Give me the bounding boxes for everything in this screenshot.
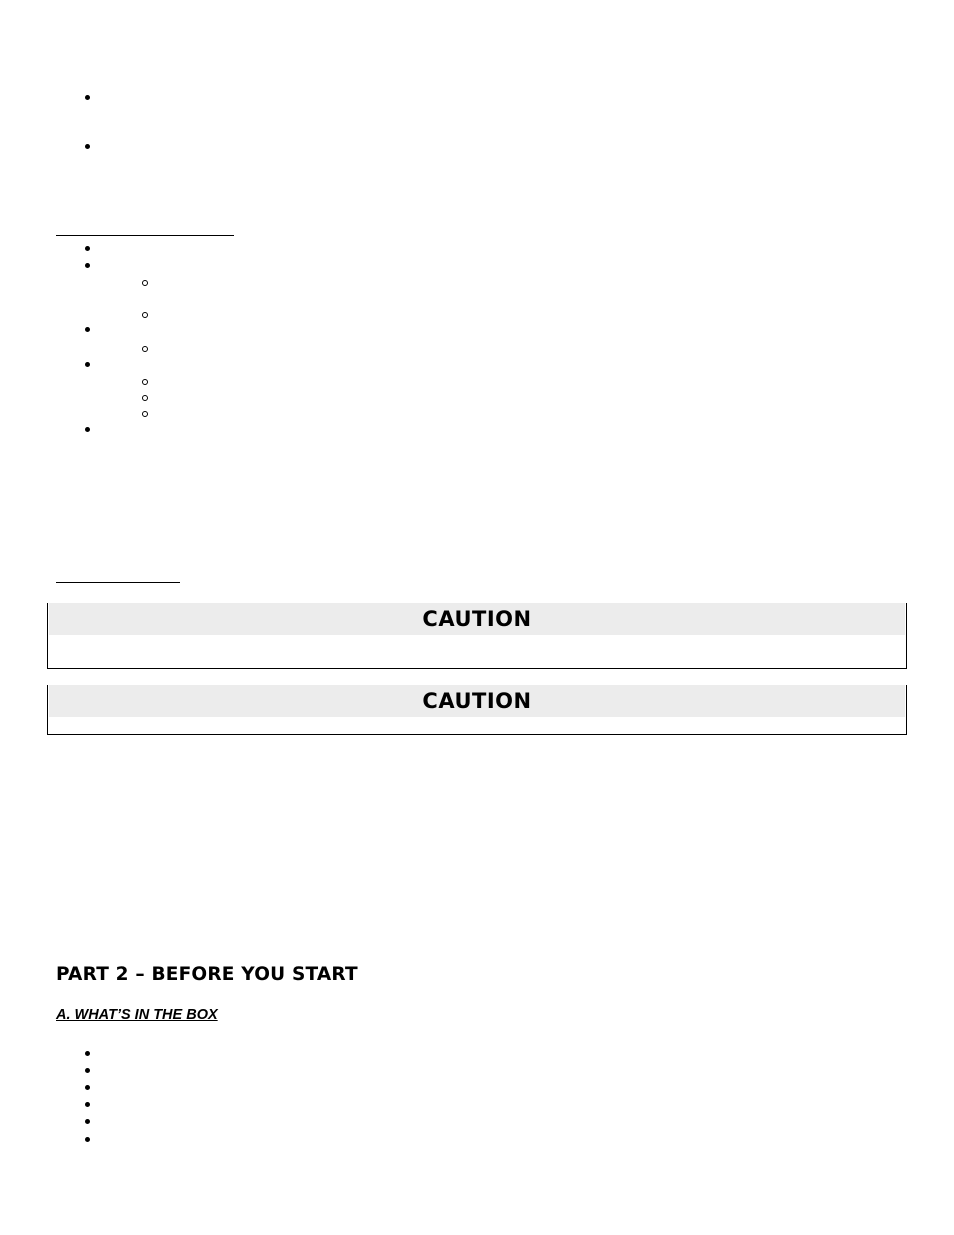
caution-title: CAUTION: [49, 685, 905, 717]
sub-bullet-marker: [142, 395, 148, 401]
bullet-marker: [85, 95, 90, 100]
sub-bullet-marker: [142, 411, 148, 417]
bullet-marker: [85, 1068, 90, 1073]
bullet-marker: [85, 1119, 90, 1124]
part-heading: PART 2 – BEFORE YOU START: [56, 964, 358, 985]
sub-bullet-marker: [142, 280, 148, 286]
sub-bullet-marker: [142, 346, 148, 352]
bullet-marker: [85, 144, 90, 149]
bullet-marker: [85, 263, 90, 268]
section-heading-underline: [56, 582, 180, 583]
bullet-marker: [85, 246, 90, 251]
sub-bullet-marker: [142, 379, 148, 385]
caution-box: [47, 685, 907, 735]
sub-bullet-marker: [142, 312, 148, 318]
section-subheading: A. WHAT’S IN THE BOX: [56, 1007, 218, 1023]
caution-box: [47, 603, 907, 669]
bullet-marker: [85, 1137, 90, 1142]
bullet-marker: [85, 1102, 90, 1107]
bullet-marker: [85, 427, 90, 432]
bullet-marker: [85, 362, 90, 367]
caution-title: CAUTION: [49, 603, 905, 635]
section-heading-underline: [56, 235, 234, 236]
bullet-marker: [85, 327, 90, 332]
bullet-marker: [85, 1051, 90, 1056]
bullet-marker: [85, 1085, 90, 1090]
